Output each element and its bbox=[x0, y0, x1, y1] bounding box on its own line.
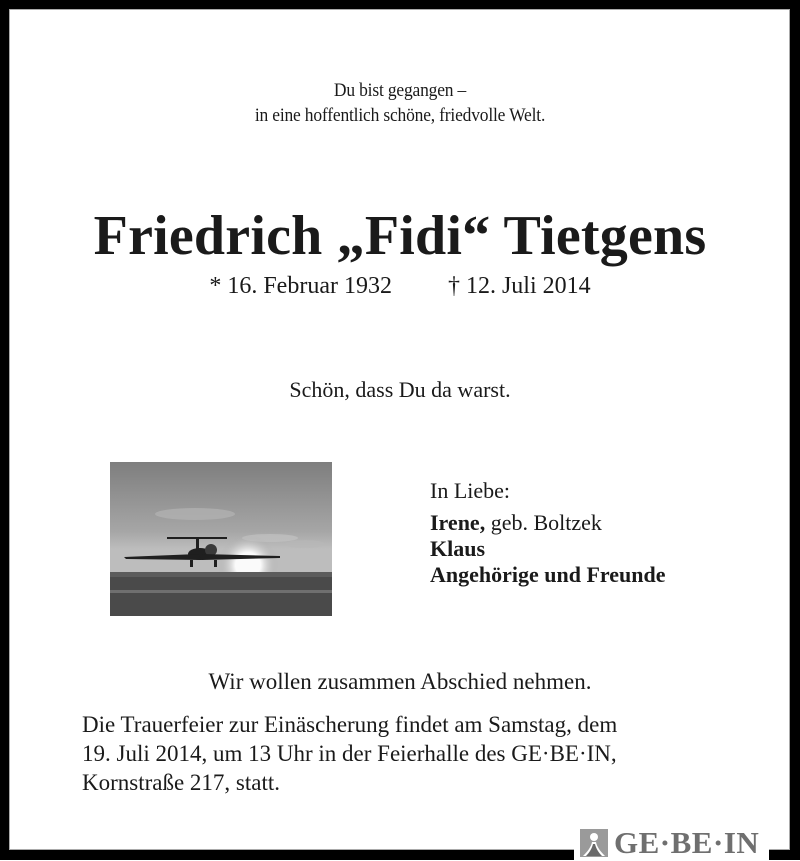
service-line-2: 19. Juli 2014, um 13 Uhr in der Feierhalle des GE·BE·IN, bbox=[82, 741, 617, 766]
motto bbox=[32, 78, 768, 128]
mourners-block bbox=[430, 478, 666, 588]
life-dates bbox=[0, 272, 800, 300]
service-line-1: Die Trauerfeier zur Einäscherung findet am Samstag, dem bbox=[82, 712, 618, 737]
service-details bbox=[82, 710, 742, 797]
mourner-name: Angehörige und Freunde bbox=[430, 562, 666, 587]
mourner-relatives bbox=[430, 562, 666, 588]
service-line-3: Kornstraße 217, statt. bbox=[82, 770, 281, 795]
motto-line-2: in eine hoffentlich schöne, friedvolle Welt. bbox=[254, 105, 546, 126]
farewell-line: Wir wollen zusammen Abschied nehmen. bbox=[208, 669, 592, 694]
gebein-logo bbox=[574, 826, 769, 860]
closing-line: Schön, dass Du da warst. bbox=[289, 377, 511, 402]
mourner-name: Klaus bbox=[430, 536, 486, 561]
birth-date: * 16. Februar 1932 bbox=[209, 273, 392, 299]
mourner-irene bbox=[430, 510, 666, 536]
mourners-intro: In Liebe: bbox=[430, 478, 511, 503]
mourner-note: geb. Boltzek bbox=[485, 510, 602, 535]
death-date: † 12. Juli 2014 bbox=[447, 273, 591, 299]
airplane-landing-icon bbox=[110, 462, 332, 616]
airplane-sunset-photo bbox=[110, 462, 332, 616]
gebein-logo-mark-icon bbox=[580, 829, 608, 857]
deceased-name: Friedrich „Fidi“ Tietgens bbox=[93, 205, 707, 267]
mourner-klaus bbox=[430, 536, 666, 562]
mourner-name: Irene, bbox=[430, 510, 486, 535]
motto-line-1: Du bist gegangen – bbox=[333, 80, 467, 101]
logo-text: GE·BE·IN bbox=[614, 825, 760, 860]
